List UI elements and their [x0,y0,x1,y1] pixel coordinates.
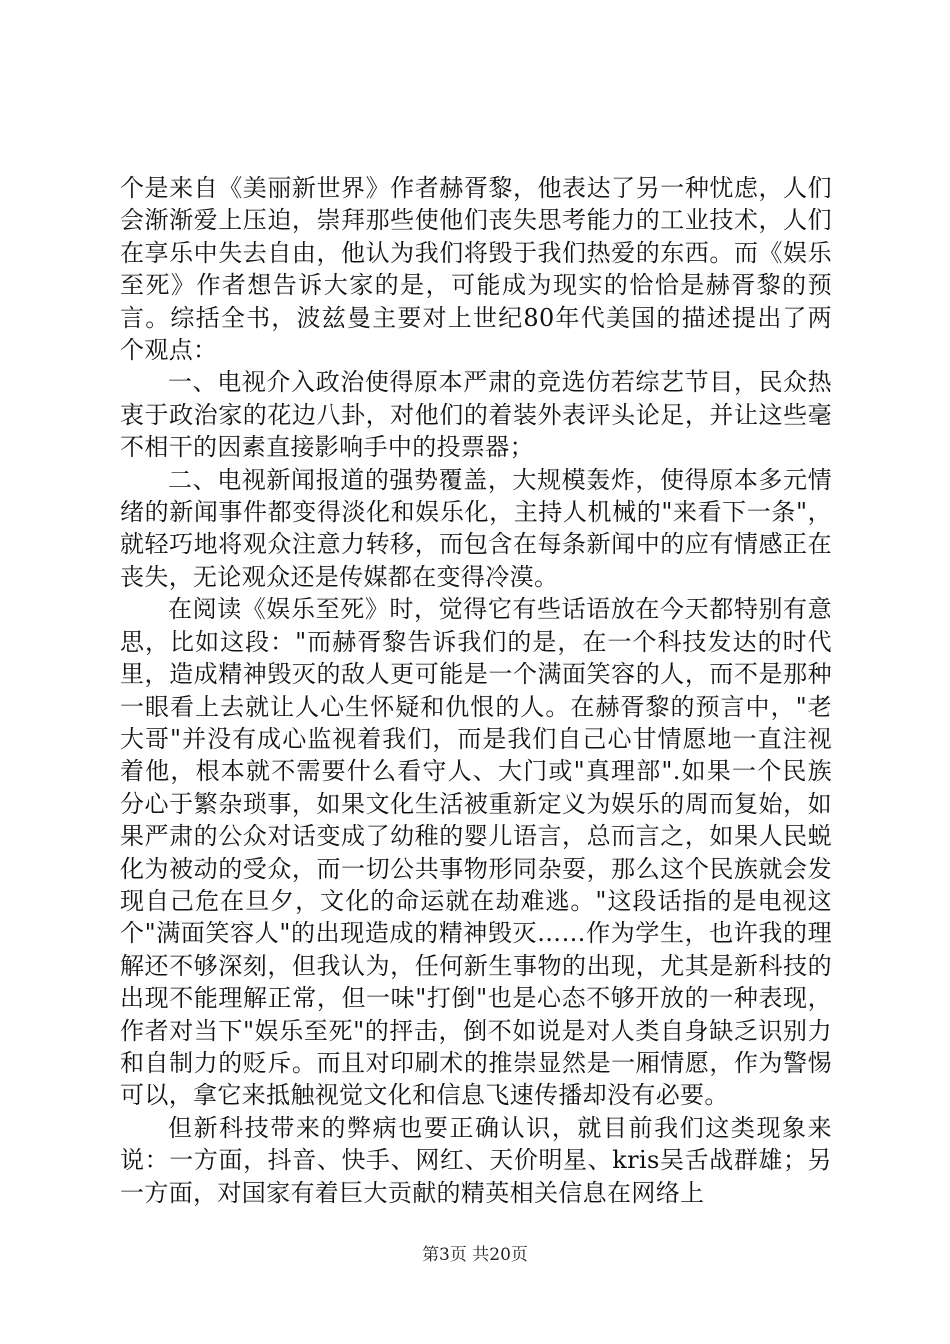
body-text [120,172,832,1209]
page-number-footer: 第3页 共20页 [422,1245,528,1265]
paragraph-point-one: 一、电视介入政治使得原本严肃的竞选仿若综艺节目，民众热衷于政治家的花边八卦，对他们的着装外表评头论足，并让这些毫不相干的因素直接影响手中的投票器； [120,368,832,462]
paragraph-continuation: 个是来自《美丽新世界》作者赫胥黎，他表达了另一种忧虑，人们会渐渐爱上压迫，崇拜那些使他们丧失思考能力的工业技术，人们在享乐中失去自由，他认为我们将毁于我们热爱的东西。而《娱乐至死》作者想告诉大家的是，可能成为现实的恰恰是赫胥黎的预言。综括全书，波兹曼主要对上世纪80年代美国的描述提出了两个观点： [120,174,832,365]
paragraph-point-two: 二、电视新闻报道的强势覆盖，大规模轰炸，使得原本多元情绪的新闻事件都变得淡化和娱乐化，主持人机械的"来看下一条"，就轻巧地将观众注意力转移，而包含在每条新闻中的应有情感正在丧失，无论观众还是传媒都在变得冷漠。 [120,465,832,591]
paragraph-new-technology: 但新科技带来的弊病也要正确认识，就目前我们这类现象来说：一方面，抖音、快手、网红、天价明星、kris吴舌战群雄；另一方面，对国家有着巨大贡献的精英相关信息在网络上 [120,1113,832,1207]
paragraph-reading-reflection: 在阅读《娱乐至死》时，觉得它有些话语放在今天都特别有意思，比如这段："而赫胥黎告诉我们的是，在一个科技发达的时代里，造成精神毁灭的敌人更可能是一个满面笑容的人，而不是那种一眼看上去就让人心生怀疑和仇恨的人。在赫胥黎的预言中，"老大哥"并没有成心监视着我们，而是我们自己心甘情愿地一直注视着他，根本就不需要什么看守人、大门或"真理部".如果一个民族分心于繁杂琐事，如果文化生活被重新定义为娱乐的周而复始，如果严肃的公众对话变成了幼稚的婴儿语言，总而言之，如果人民蜕化为被动的受众，而一切公共事物形同杂耍，那么这个民族就会发现自己危在旦夕，文化的命运就在劫难逃。"这段话指的是电视这个"满面笑容人"的出现造成的精神毁灭……作为学生，也许我的理解还不够深刻，但我认为，任何新生事物的出现，尤其是新科技的出现不能理解正常，但一味"打倒"也是心态不够开放的一种表现，作者对当下"娱乐至死"的抨击，倒不如说是对人类自身缺乏识别力和自制力的贬斥。而且对印刷术的推崇显然是一厢情愿，作为警惕可以，拿它来抵触视觉文化和信息飞速传播却没有必要。 [120,595,832,1110]
